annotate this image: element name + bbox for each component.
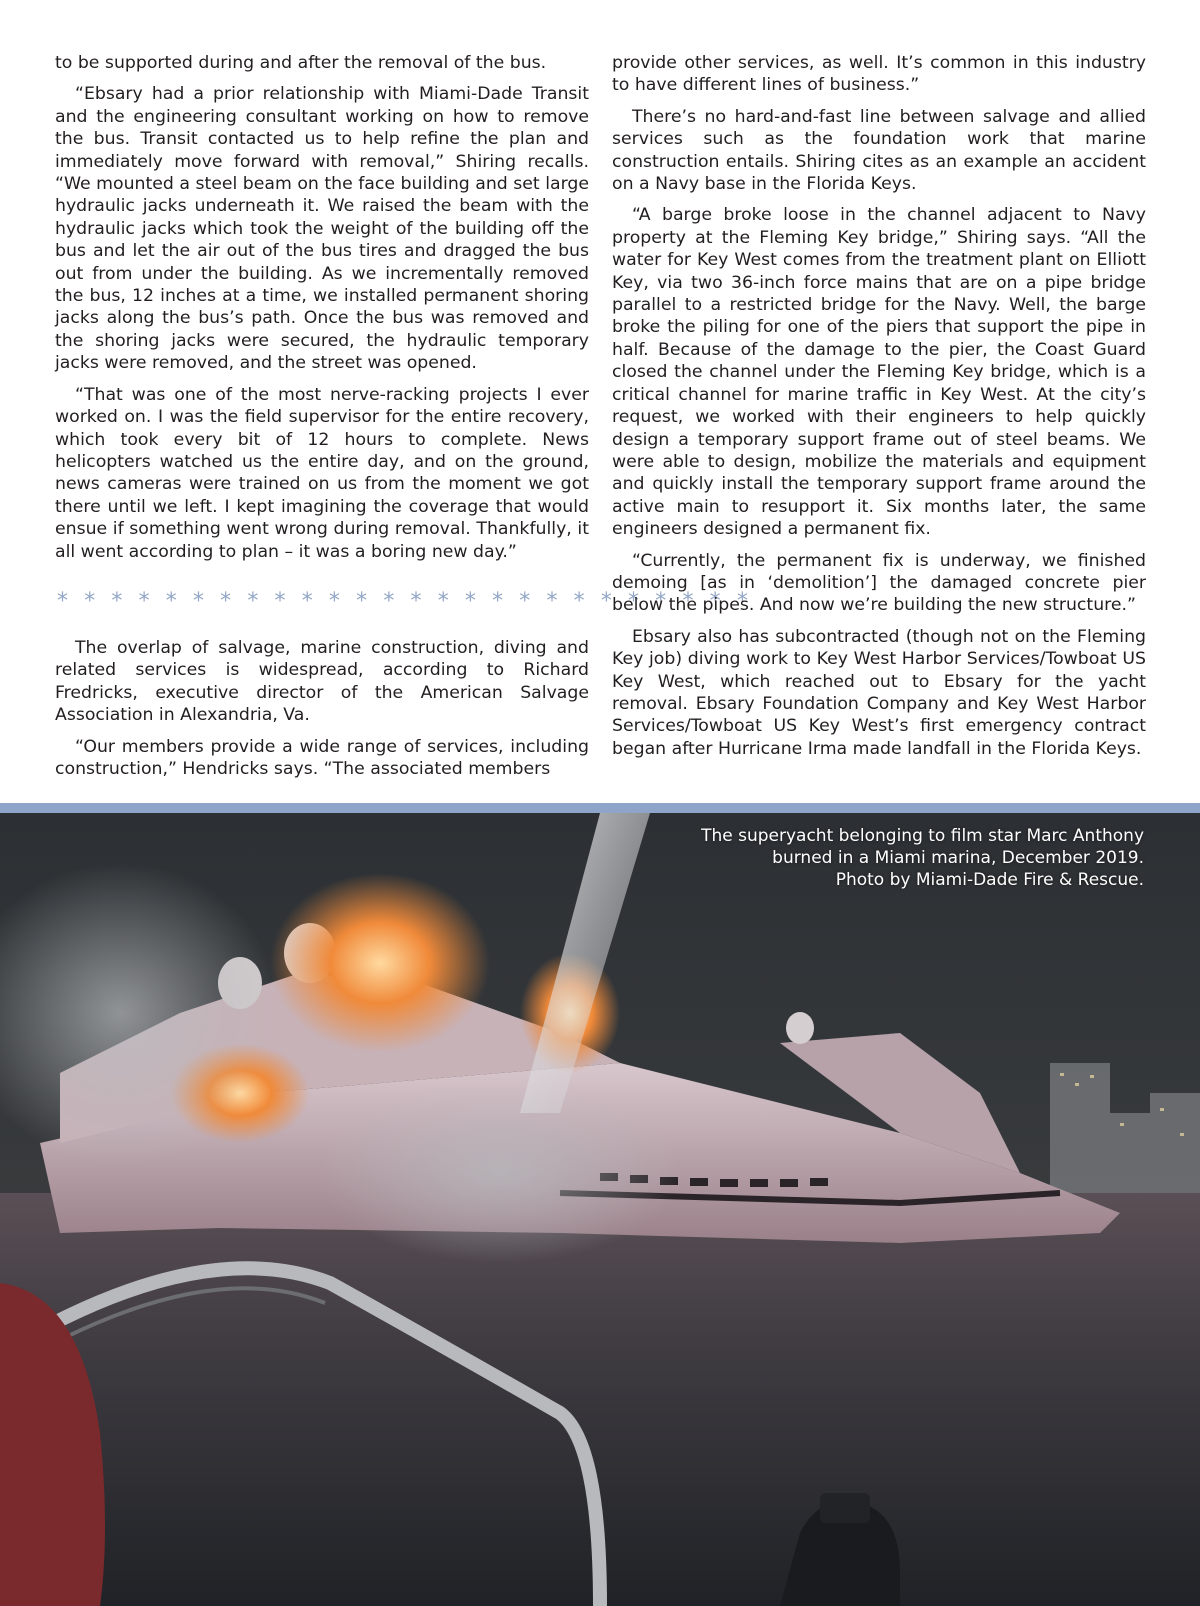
- caption-line: The superyacht belonging to film star Marc Anthony: [701, 826, 1144, 846]
- paragraph: provide other services, as well. It’s common in this industry to have different lines of business.”: [612, 53, 1146, 96]
- paragraph: “Currently, the permanent fix is underway, we finished demoing [as in ‘demolition’] the damaged concrete pier below the pipes. And now we’re building the new structure.”: [612, 550, 1146, 616]
- section-separator: * * * * * * * * * * * * * * * * * * * * * * * * * *: [57, 588, 753, 614]
- paragraph: “Our members provide a wide range of services, including construction,” Hendricks says. “The associated members: [55, 736, 589, 779]
- right-column: [612, 52, 1146, 769]
- photo-caption: [701, 825, 1144, 891]
- paragraph: There’s no hard-and-fast line between salvage and allied services such as the foundation work that marine construction entails. Shiring cites as an example an accident on a Navy base in the Florida Keys.: [612, 106, 1146, 195]
- paragraph: “Ebsary had a prior relationship with Miami-Dade Transit and the engineering consultant working on how to remove the bus. Transit contacted us to help refine the plan and immediately move forward with removal,” Shiring recalls. “We mounted a steel beam on the face building and set large hydraulic jacks underneath it. We raised the beam with the hydraulic jacks which took the weight of the building off the bus and let the air out of the bus tires and dragged the bus out from under the building. As we incrementally removed the bus, 12 inches at a time, we installed permanent shoring jacks along the bus’s path. Once the bus was removed and the shoring jacks were secured, the hydraulic temporary jacks were removed, and the street was opened.: [55, 84, 589, 374]
- paragraph: to be supported during and after the removal of the bus.: [55, 53, 547, 73]
- left-column: [55, 52, 753, 789]
- accent-band: [0, 803, 1200, 813]
- paragraph: Ebsary also has subcontracted (though not on the Fleming Key job) diving work to Key West Harbor Services/Towboat US Key West, which reached out to Ebsary for the yacht removal. Ebsary Foundation Company and Key West Harbor Services/Towboat US Key West’s first emergency contract began after Hurricane Irma made landfall in the Florida Keys.: [612, 626, 1146, 759]
- yacht-fire-photo: [0, 813, 1200, 1606]
- caption-line: Photo by Miami-Dade Fire & Rescue.: [835, 870, 1144, 890]
- paragraph: “That was one of the most nerve-racking projects I ever worked on. I was the field supervisor for the entire recovery, which took every bit of 12 hours to complete. News helicopters watched us the entire day, and on the ground, news cameras were trained on us from the moment we got there until we left. I kept imagining the coverage that would ensue if something went wrong during removal. Thankfully, it all went according to plan – it was a boring new day.”: [55, 384, 589, 562]
- caption-line: burned in a Miami marina, December 2019.: [772, 848, 1144, 868]
- paragraph: The overlap of salvage, marine construction, diving and related services is widespread, according to Richard Fredricks, executive director of the American Salvage Association in Alexandria, Va.: [55, 637, 589, 726]
- paragraph: “A barge broke loose in the channel adjacent to Navy property at the Fleming Key bridge,” Shiring says. “All the water for Key West comes from the treatment plant on Elliott Key, via two 36-inch force mains that are on a pipe bridge parallel to a restricted bridge for the Navy. Well, the barge broke the piling for one of the piers that support the pipe in half. Because of the damage to the pier, the Coast Guard closed the channel under the Fleming Key bridge, which is a critical channel for marine traffic in Key West. At the city’s request, we worked with their engineers to help quickly design a temporary support frame out of steel beams. We were able to design, mobilize the materials and equipment and quickly install the temporary support frame around the active main to resupport it. Six months later, the same engineers designed a permanent fix.: [612, 205, 1146, 540]
- photo-illustration: [0, 813, 1200, 1606]
